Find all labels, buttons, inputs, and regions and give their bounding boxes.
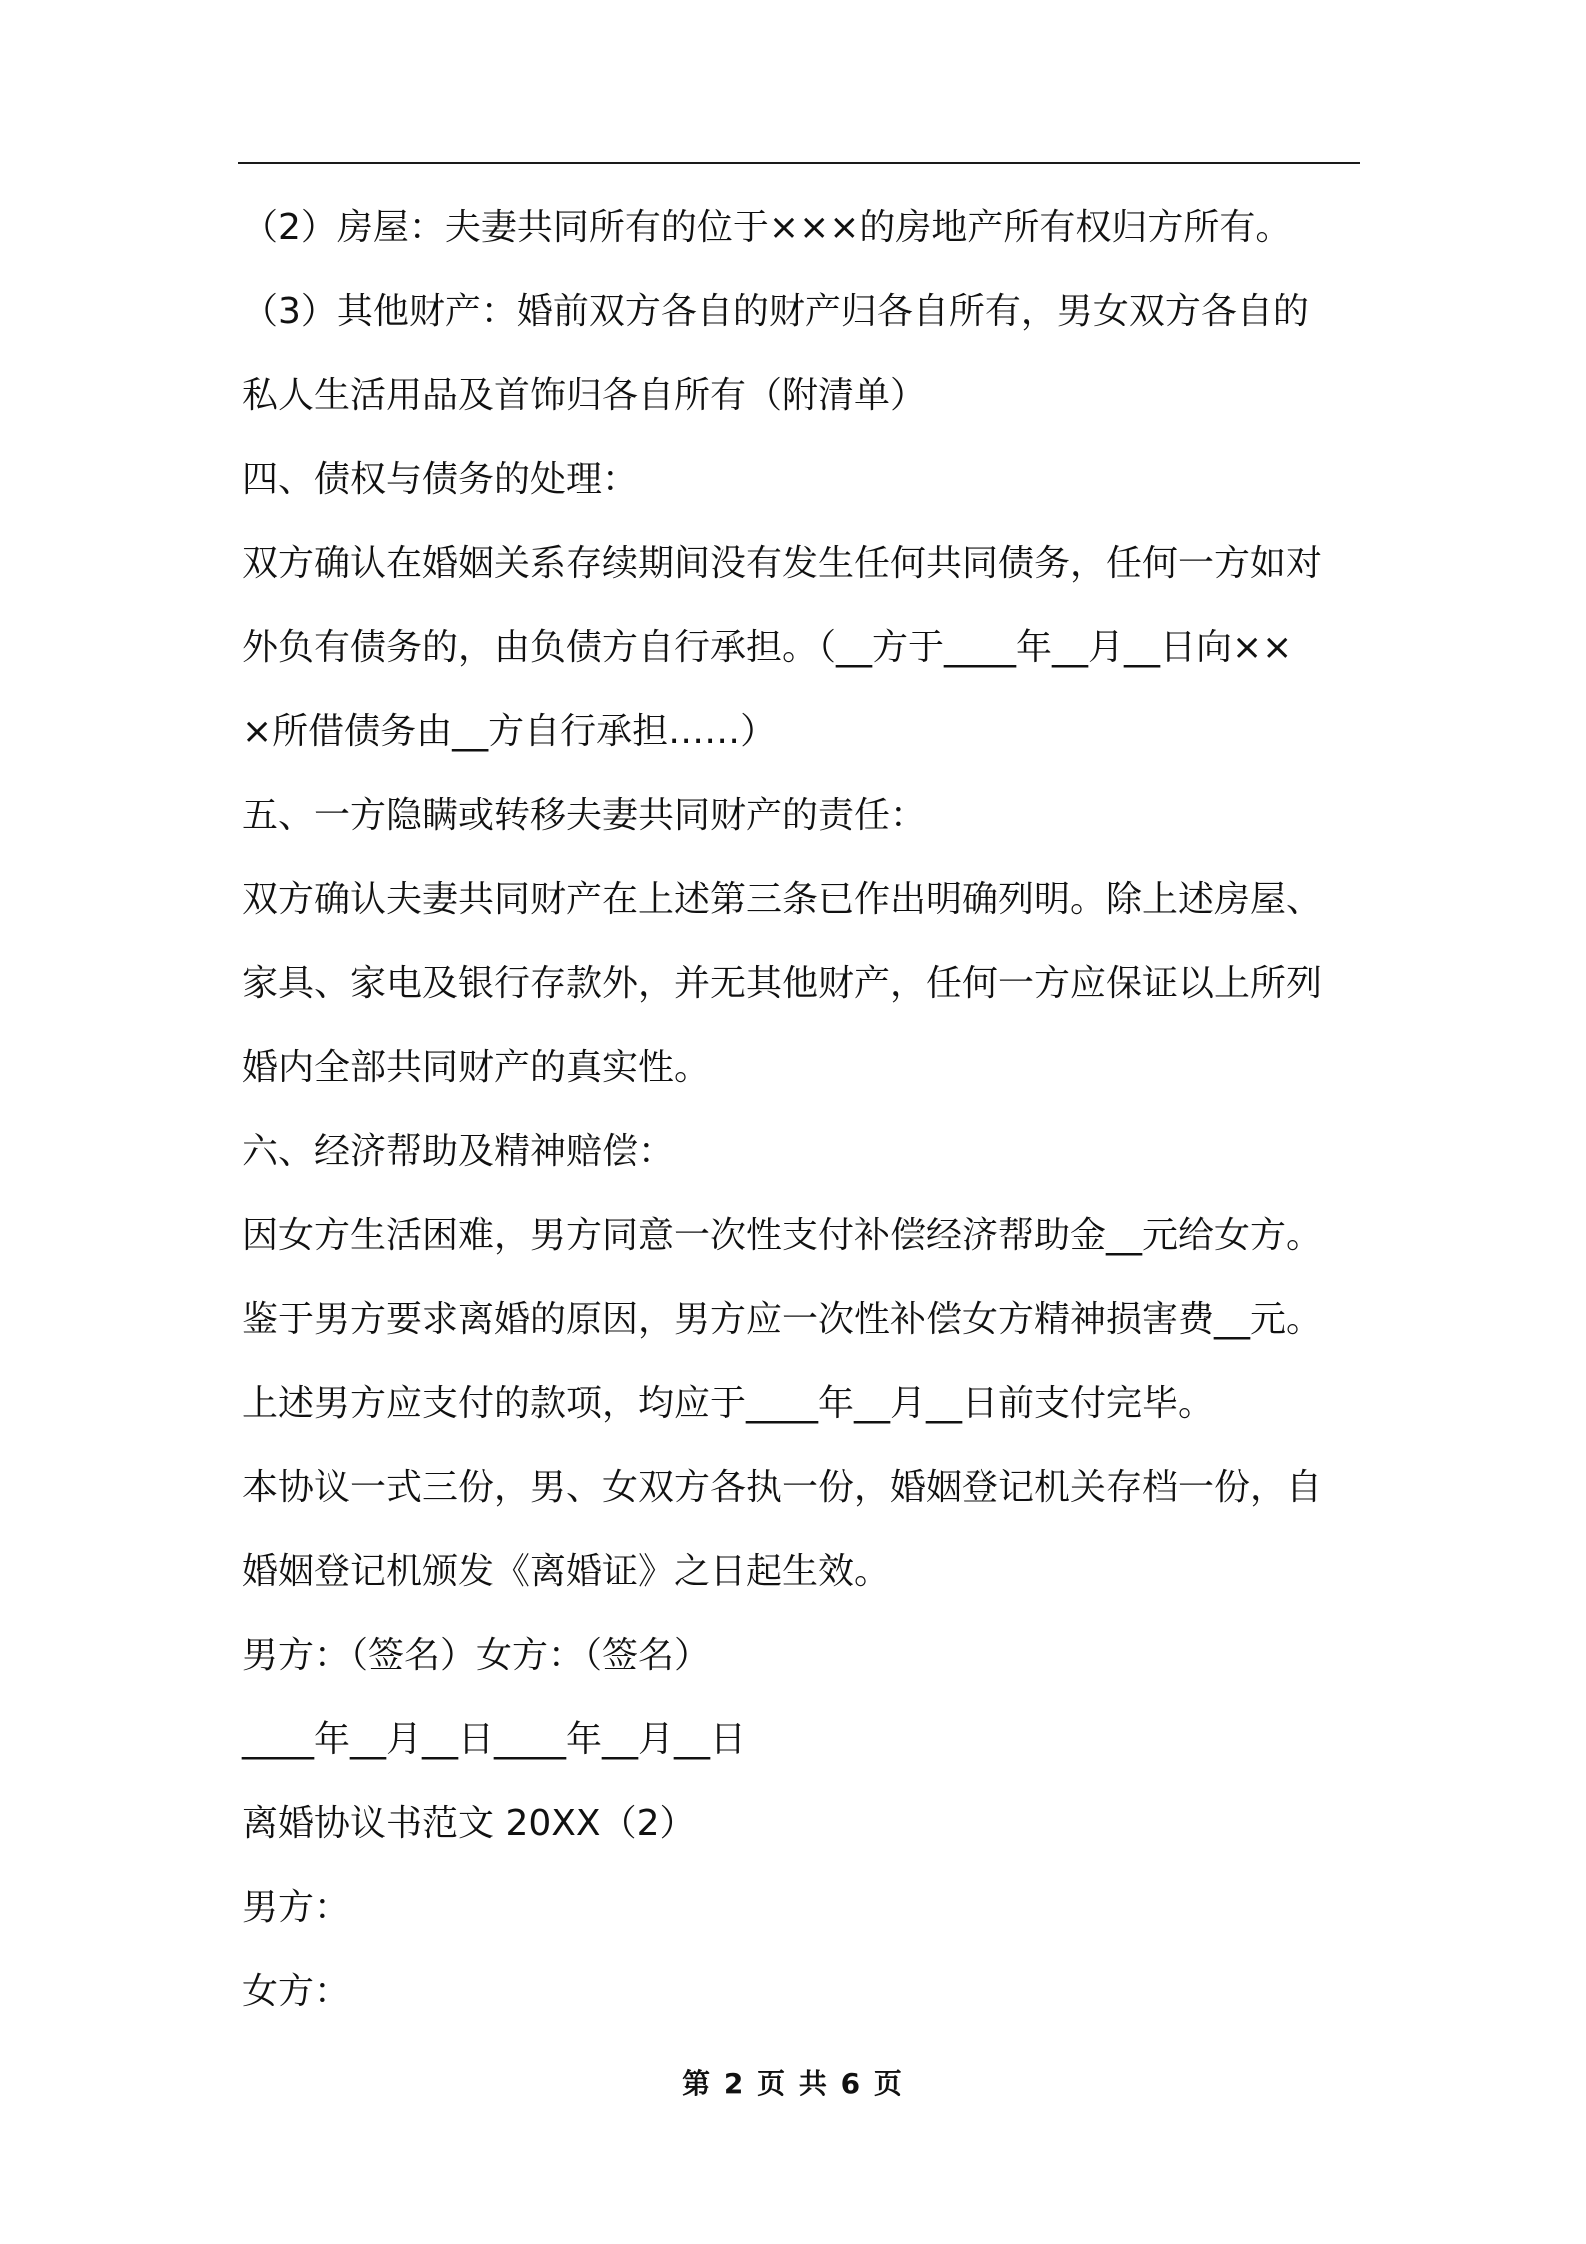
concealment-paragraph-line: 婚内全部共同财产的真实性。 (242, 1047, 711, 1088)
party-male-label: 男方： (242, 1887, 351, 1928)
clause-3-other-property: （3）其他财产：婚前双方各自的财产归各自所有，男女双方各自的 (242, 291, 1309, 332)
debts-paragraph-line: 双方确认在婚姻关系存续期间没有发生任何共同债务，任何一方如对 (242, 543, 1323, 584)
compensation-paragraph-line: 鉴于男方要求离婚的原因，男方应一次性补偿女方精神损害费__元。 (242, 1299, 1323, 1340)
effectiveness-paragraph-line: 本协议一式三份，男、女双方各执一份，婚姻登记机关存档一份，自 (242, 1467, 1323, 1508)
effectiveness-paragraph-line: 婚姻登记机颁发《离婚证》之日起生效。 (242, 1551, 891, 1592)
clause-3-other-property-cont: 私人生活用品及首饰归各自所有（附清单） (242, 375, 927, 416)
document-body (242, 186, 1372, 2034)
sample-title: 离婚协议书范文 20XX（2） (242, 1803, 696, 1844)
page-number-footer: 第 2 页 共 6 页 (682, 2067, 904, 2100)
party-female-label: 女方： (242, 1971, 351, 2012)
clause-2-housing: （2）房屋：夫妻共同所有的位于×××的房地产所有权归方所有。 (242, 207, 1292, 248)
signature-line: 男方：（签名）女方：（签名） (242, 1635, 711, 1676)
debts-paragraph-line: 外负有债务的，由负债方自行承担。（__方于____年__月__日向×× (242, 627, 1293, 668)
concealment-paragraph-line: 家具、家电及银行存款外，并无其他财产，任何一方应保证以上所列 (242, 963, 1323, 1004)
date-line: ____年__月__日____年__月__日 (242, 1719, 746, 1760)
section-heading-concealment: 五、一方隐瞒或转移夫妻共同财产的责任： (242, 795, 927, 836)
compensation-paragraph-line: 上述男方应支付的款项，均应于____年__月__日前支付完毕。 (242, 1383, 1215, 1424)
section-heading-debts: 四、债权与债务的处理： (242, 459, 639, 500)
concealment-paragraph-line: 双方确认夫妻共同财产在上述第三条已作出明确列明。除上述房屋、 (242, 879, 1323, 920)
compensation-paragraph-line: 因女方生活困难，男方同意一次性支付补偿经济帮助金__元给女方。 (242, 1215, 1323, 1256)
header-divider (238, 162, 1360, 164)
debts-paragraph-line: ×所借债务由__方自行承担……） (242, 711, 777, 752)
section-heading-compensation: 六、经济帮助及精神赔偿： (242, 1131, 675, 1172)
